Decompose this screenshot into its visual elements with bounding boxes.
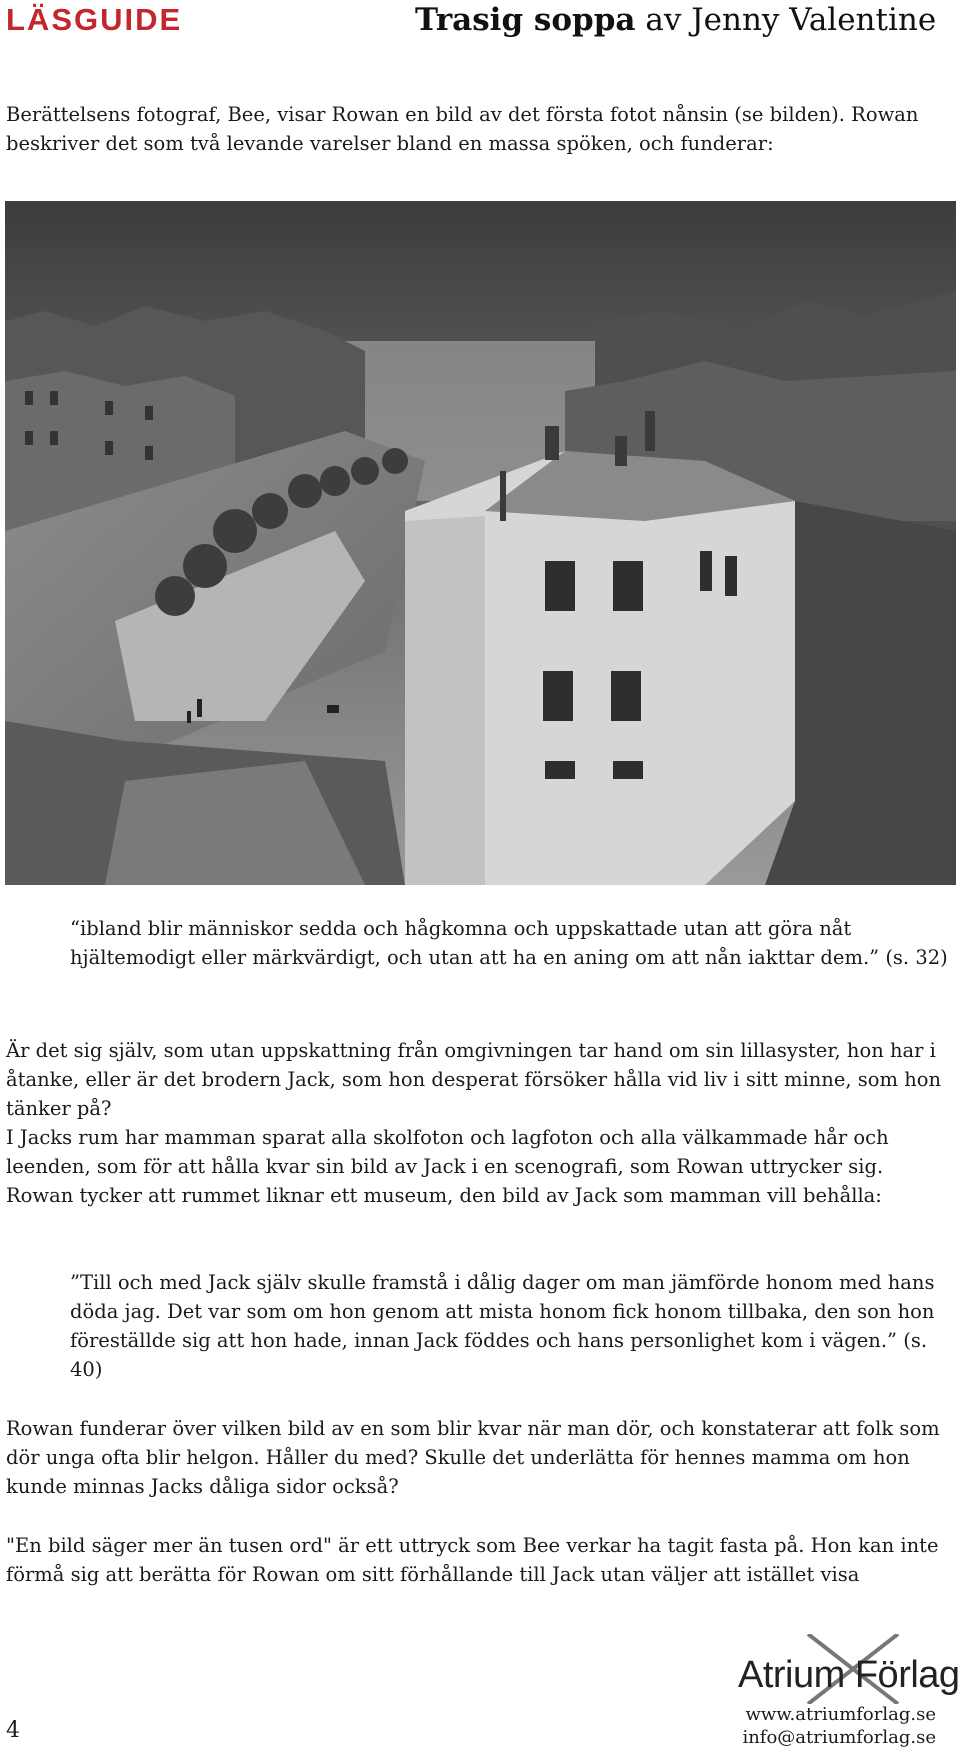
- quote-page-40: ”Till och med Jack själv skulle framstå i dålig dager om man jämförde honom med hans döda jag. Det var som om hon genom att mista honom fick honom tillbaka, den son hon föreställde sig att hon hade, innan Jack föddes och hans personlighet kom i vägen.” (s. 40): [70, 1271, 935, 1381]
- intro-paragraph: Berättelsens fotograf, Bee, visar Rowan en bild av det första fotot nånsin (se bilden). Rowan beskriver det som två levande varelser bland en massa spöken, och funderar:: [6, 103, 919, 155]
- paragraph-1: Är det sig själv, som utan uppskattning från omgivningen tar hand om sin lillasyster, hon har i åtanke, eller är det brodern Jack, som hon desperat försöker hålla vid liv i sitt minne, som hon tänker på?: [6, 1039, 942, 1120]
- quote-page-32: “ibland blir människor sedda och hågkomna och uppskattade utan att göra nåt hjältemodigt eller märkvärdigt, och utan att ha en aning om att nån iakttar dem.” (s. 32): [70, 917, 948, 969]
- daguerreotype-photo: [5, 201, 956, 885]
- publisher-logo: [732, 1634, 960, 1712]
- page-title: [415, 2, 936, 38]
- book-title: Trasig soppa: [415, 2, 636, 38]
- paragraph-4: "En bild säger mer än tusen ord" är ett uttryck som Bee verkar ha tagit fasta på. Hon kan inte förmå sig att berätta för Rowan om sitt förhållande till Jack utan väljer att istället visa: [6, 1534, 939, 1586]
- guide-label: LÄSGUIDE: [6, 2, 183, 37]
- email-link[interactable]: info@atriumforlag.se: [742, 1727, 936, 1748]
- paragraph-3: Rowan funderar över vilken bild av en som blir kvar när man dör, och konstaterar att folk som dör unga ofta blir helgon. Håller du med? Skulle det underlätta för hennes mamma om hon kunde minnas Jacks dåliga sidor också?: [6, 1417, 940, 1498]
- page-number: 4: [6, 1718, 20, 1743]
- paragraph-2: I Jacks rum har mamman sparat alla skolfoton och lagfoton och alla välkammade hår och leenden, som för att hålla kvar sin bild av Jack i en scenografi, som Rowan uttrycker sig. Rowan tycker att rummet liknar ett museum, den bild av Jack som mamman vill behålla:: [6, 1126, 889, 1207]
- website-link[interactable]: www.atriumforlag.se: [745, 1704, 936, 1725]
- logo-text: Atrium Förlag: [738, 1654, 960, 1696]
- author-line: av Jenny Valentine: [635, 2, 937, 38]
